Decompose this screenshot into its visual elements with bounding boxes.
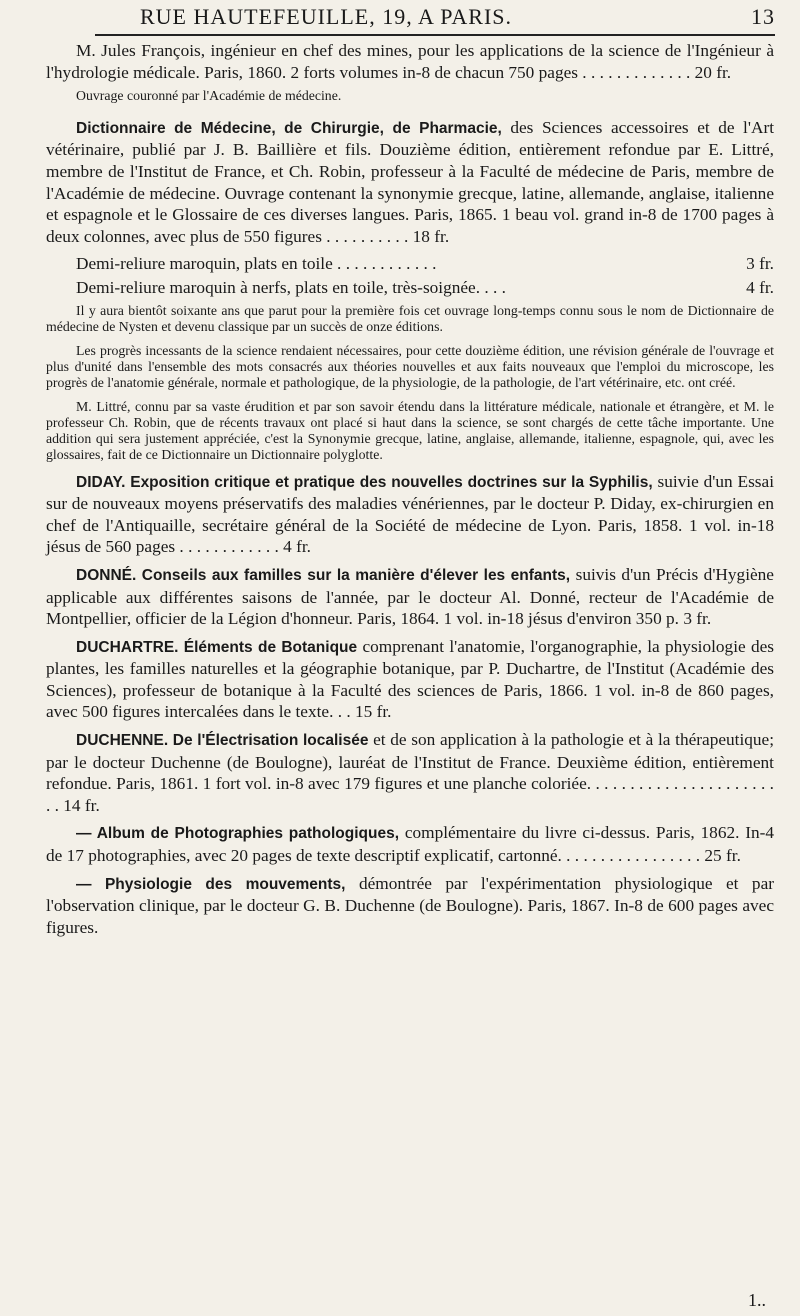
- entry-dictionnaire: [46, 117, 774, 248]
- signature-mark: 1..: [748, 1290, 766, 1310]
- binding-option-price: 4 fr.: [746, 277, 774, 297]
- entry-note: M. Littré, connu par sa vaste érudition et par son savoir étendu dans la littérature médicale, nationale et étrangère, et M. le professeur Ch. Robin, que de récents travaux ont placé si haut dans la science, se sont chargés de cette tâche importante. Une addition qui sera justement appréciée, c'est la Synonymie grecque, latine, anglaise, allemande, italienne, espagnole, qui, avec les glossaires, fait de ce Dictionnaire un Dictionnaire polyglotte.: [46, 398, 774, 462]
- running-title: RUE HAUTEFEUILLE, 19, A PARIS.: [140, 4, 513, 29]
- entry-donne: [46, 564, 774, 630]
- binding-option-label: Demi-reliure maroquin à nerfs, plats en toile, très-soignée. . . .: [76, 277, 506, 297]
- entry-text: démontrée par l'expérimentation physiologique et par l'observation clinique, par le docteur G. B. Duchenne (de Boulogne). Paris, 1867. In-8 de 600 pages avec figures.: [46, 873, 774, 937]
- entry-title: DIDAY. Exposition critique et pratique des nouvelles doctrines sur la Syphilis,: [76, 473, 653, 491]
- entry-title: Dictionnaire de Médecine, de Chirurgie, de Pharmacie,: [76, 119, 502, 137]
- entry-text: et de son application à la pathologie et à la thérapeutique; par le docteur Duchenne (de Boulogne), lauréat de l'Institut de France. Deuxième édition, entièrement refondue. Paris, 1861. 1 fort vol. in-8 avec 179 figures et une planche coloriée. . . . . . . . . . . . . . . . . . . . . . . . 14 fr.: [46, 730, 774, 815]
- entry-text: suivie d'un Essai sur de nouveaux moyens préservatifs des maladies vénériennes, par le docteur P. Diday, ex-chirurgien en chef de l'Antiquaille, secrétaire général de la Société de médecine de Lyon. Paris, 1858. 1 vol. in-18 jésus de 560 pages . . . . . . . . . . . . 4 fr.: [46, 471, 774, 557]
- entry-duchenne-album: [46, 822, 774, 866]
- entry-title: DUCHENNE. De l'Électrisation localisée: [76, 732, 369, 750]
- entry-duchartre: [46, 636, 774, 723]
- entry-note: Les progrès incessants de la science rendaient nécessaires, pour cette douzième édition, une révision générale de l'ouvrage et plus d'unité dans l'ensemble des mots consacrés aux théories nouvelles et aux faits nouveaux que l'emploi du microscope, les progrès de l'anatomie générale, normale et pathologique, de la physiologie, de la pathologie, de l'art vétérinaire, etc. ont créé.: [46, 342, 774, 390]
- entry-text: des Sciences accessoires et de l'Art vétérinaire, publié par J. B. Baillière et fils. Douzième édition, entièrement refondue par E. Littré, membre de l'Institut de France, et Ch. Robin, professeur à la Faculté de médecine de Paris, membre de l'Académie de médecine. Ouvrage contenant la synonymie grecque, latine, allemande, anglaise, italienne et espagnole et le Glossaire de ces diverses langues. Paris, 1865. 1 beau vol. grand in-8 de 1700 pages à deux colonnes, avec plus de 550 figures . . . . . . . . . . 18 fr.: [46, 117, 774, 246]
- entry-text: suivis d'un Précis d'Hygiène applicable aux différentes saisons de l'année, par le docteur Al. Donné, recteur de l'Académie de Montpellier, officier de la Légion d'honneur. Paris, 1864. 1 vol. in-18 jésus d'environ 350 p. 3 fr.: [46, 564, 774, 629]
- entry-note: Il y aura bientôt soixante ans que parut pour la première fois cet ouvrage long-temps connu sous le nom de Dictionnaire de médecine de Nysten et devenu classique par un succès de onze éditions.: [46, 302, 774, 334]
- entry-text: comprenant l'anatomie, l'organographie, la physiologie des plantes, les familles naturelles et la géographie botanique, par P. Duchartre, de l'Institut (Académie des Sciences), professeur de botanique à la Faculté des sciences de Paris, 1866. 1 vol. in-8 de 860 pages, avec 500 figures intercalées dans le texte. . . 15 fr.: [46, 636, 775, 722]
- entry-title: DUCHARTRE. Éléments de Botanique: [76, 638, 358, 656]
- page-number: 13: [751, 4, 775, 29]
- binding-option-price: 3 fr.: [746, 254, 774, 274]
- catalog-content: [46, 40, 774, 944]
- running-header: [95, 0, 775, 36]
- entry-text: M. Jules François, ingénieur en chef des mines, pour les applications de la science de l'Ingénieur à l'hydrologie médicale. Paris, 1860. 2 forts volumes in-8 de chacun 750 pages . . . . . . . . . . . . . 20 fr.: [46, 41, 774, 82]
- binding-option: [46, 253, 774, 275]
- binding-option-label: Demi-reliure maroquin, plats en toile . . . . . . . . . . . .: [76, 254, 437, 274]
- binding-option: [46, 277, 774, 299]
- entry-note: Ouvrage couronné par l'Académie de médecine.: [76, 88, 342, 104]
- entry-duchenne-physiologie: [46, 873, 774, 939]
- entry-title: DONNÉ. Conseils aux familles sur la manière d'élever les enfants,: [76, 566, 571, 584]
- entry-diday: [46, 471, 774, 558]
- entry-title: — Album de Photographies pathologiques,: [76, 825, 400, 843]
- entry-francois: [46, 40, 774, 83]
- entry-title: — Physiologie des mouvements,: [76, 875, 346, 893]
- entry-text: complémentaire du livre ci-dessus. Paris, 1862. In-4 de 17 photographies, avec 20 pages de texte descriptif explicatif, cartonné. . . . . . . . . . . . . . . . . 25 fr.: [46, 823, 774, 866]
- entry-duchenne-electrisation: [46, 729, 774, 816]
